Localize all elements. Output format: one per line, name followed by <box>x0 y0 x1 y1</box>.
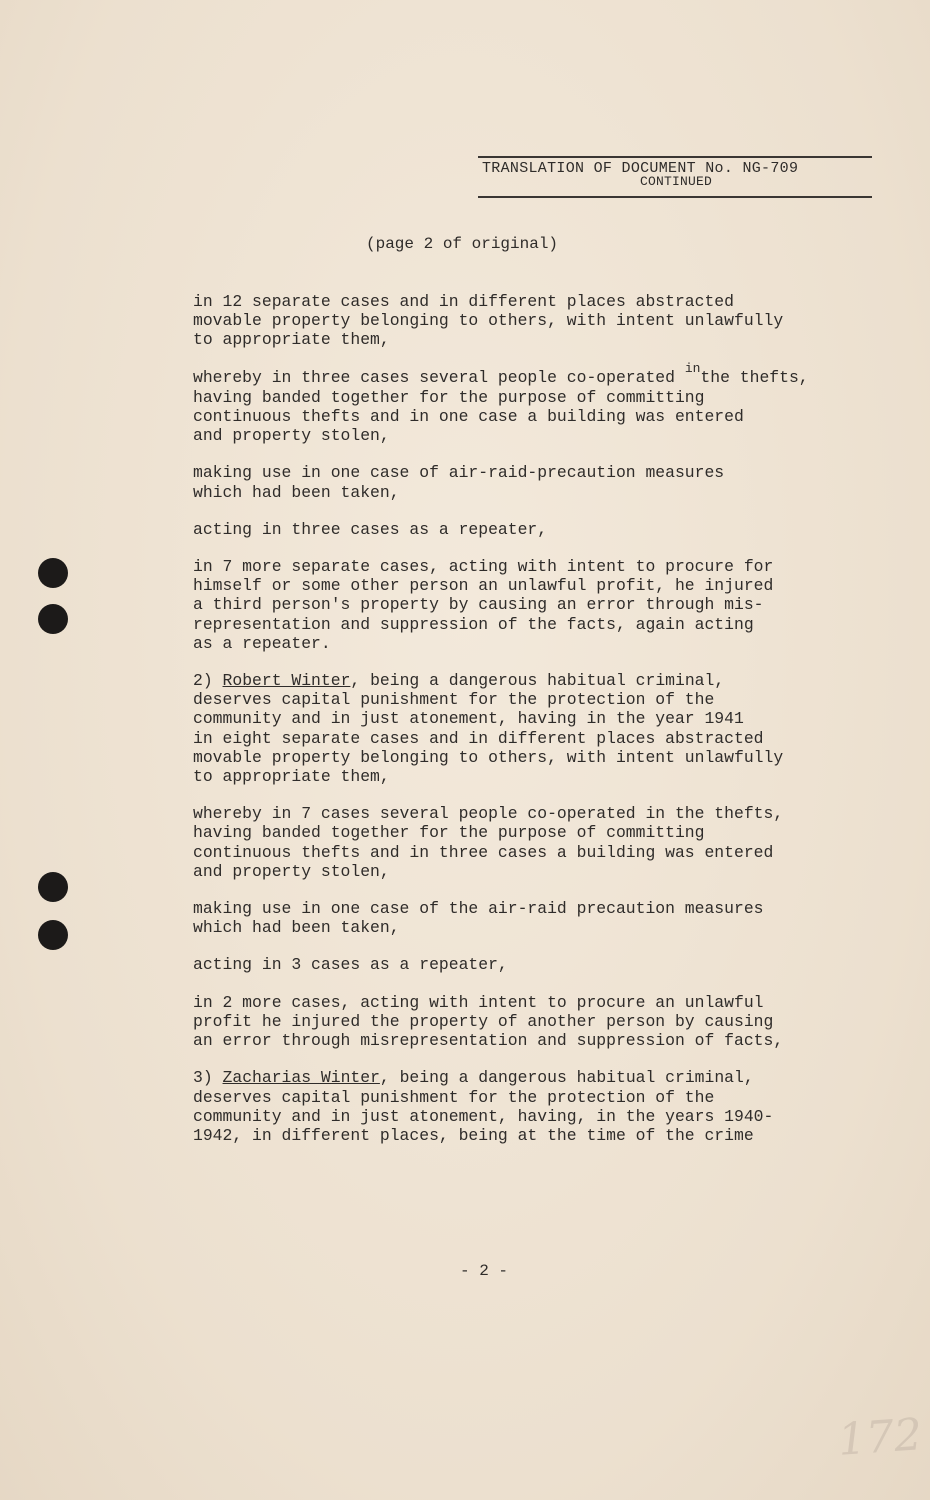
punch-hole <box>38 872 68 902</box>
header-title: TRANSLATION OF DOCUMENT No. NG-709 <box>482 160 799 177</box>
paragraph: in 2 more cases, acting with intent to procure an unlawful profit he injured the property of another person by causing an error through misrepresentation and suppression of facts, <box>193 992 784 1051</box>
paragraph: making use in one case of air-raid-precaution measures which had been taken, <box>193 463 725 502</box>
paragraph: whereby in 7 cases several people co-operated in the thefts, having banded together for the purpose of committing continuous thefts and in three cases a building was entered and property stolen, <box>193 804 784 881</box>
paragraph-continuation: having banded together for the purpose of committing continuous thefts and in one case a building was entered and property stolen, <box>193 387 744 446</box>
paragraph: acting in three cases as a repeater, <box>193 519 548 539</box>
item-number: 2) <box>193 671 213 691</box>
punch-hole <box>38 558 68 588</box>
header-bottom-rule <box>478 196 872 198</box>
paragraph-robert-winter <box>193 671 898 786</box>
paragraph-continuation: deserves capital punishment for the protection of the community and in just atonement, having, in the years 1940- 1942, in different places, being at the time of the crime <box>193 1087 774 1145</box>
whereby-line-start: whereby in three cases several people co-operated <box>193 367 685 387</box>
header-top-rule <box>478 156 872 158</box>
defendant-description: , being a dangerous habitual criminal, <box>350 671 725 691</box>
page-of-original: (page 2 of original) <box>366 235 559 253</box>
inserted-word: in <box>684 360 701 376</box>
body-text <box>193 292 898 1163</box>
paragraph: in 7 more separate cases, acting with intent to procure for himself or some other person an unlawful profit, he injured a third person's property by causing an error through mis- representation and suppression of the facts, again acting as a repeater. <box>193 557 774 653</box>
paragraph-continuation: deserves capital punishment for the protection of the community and in just atonement, having in the year 1941 in eight separate cases and in different places abstracted movable property belonging to others, with intent unlawfully to appropriate them, <box>193 690 784 787</box>
punch-hole <box>38 604 68 634</box>
whereby-line-end: the thefts, <box>700 367 809 387</box>
paragraph: acting in 3 cases as a repeater, <box>193 955 508 975</box>
document-header <box>478 148 872 206</box>
paragraph: making use in one case of the air-raid precaution measures which had been taken, <box>193 899 764 938</box>
page-number: - 2 - <box>460 1262 509 1280</box>
punch-hole <box>38 920 68 950</box>
paragraph-zacharias-winter <box>193 1068 898 1145</box>
handwritten-page-mark: 172 <box>836 1409 924 1466</box>
header-continued: CONTINUED <box>640 174 713 189</box>
paragraph-whereby <box>193 360 898 446</box>
paragraph: in 12 separate cases and in different places abstracted movable property belonging to others, with intent unlawfully to appropriate them, <box>193 292 784 350</box>
defendant-description: , being a dangerous habitual criminal, <box>379 1068 754 1088</box>
item-number: 3) <box>193 1068 213 1088</box>
defendant-name: Zacharias Winter <box>222 1068 380 1088</box>
defendant-name: Robert Winter <box>222 671 351 691</box>
